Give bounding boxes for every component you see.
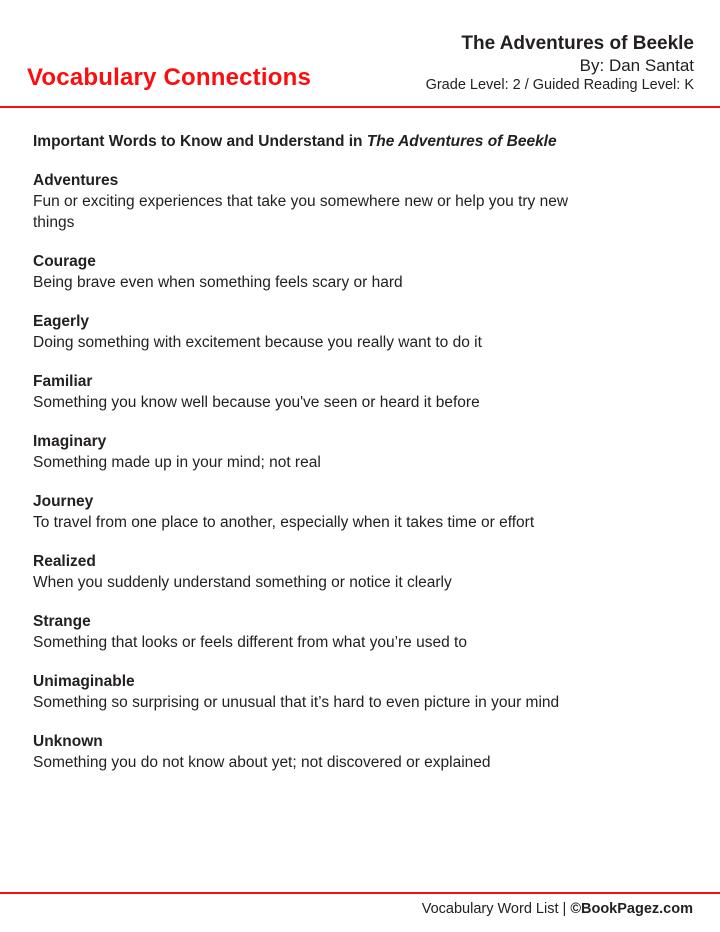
vocabulary-entry [33,611,690,653]
vocabulary-definition: Something you do not know about yet; not discovered or explained [33,754,491,771]
vocabulary-word: Imaginary [33,433,107,450]
vocabulary-entry [33,311,690,353]
vocabulary-word: Unknown [33,733,103,750]
vocabulary-content [0,108,720,773]
page-footer [0,892,720,932]
vocabulary-word: Familiar [33,373,93,390]
vocabulary-definition: To travel from one place to another, especially when it takes time or effort [33,514,535,531]
vocabulary-definition: Doing something with excitement because you really want to do it [33,334,482,351]
vocabulary-word: Strange [33,613,91,630]
vocabulary-definition: Something so surprising or unusual that it’s hard to even picture in your mind [33,694,560,711]
footer-label: Vocabulary Word List | [421,901,571,917]
vocabulary-word: Adventures [33,172,119,189]
footer-text [0,894,720,932]
book-author: By: Dan Santat [579,56,694,75]
grade-reading-level: Grade Level: 2 / Guided Reading Level: K [425,77,694,93]
vocabulary-list [33,170,690,773]
vocabulary-word: Unimaginable [33,673,135,690]
vocabulary-word: Realized [33,553,96,570]
vocabulary-entry [33,551,690,593]
vocabulary-definition: Being brave even when something feels scary or hard [33,274,403,291]
vocabulary-entry [33,491,690,533]
vocabulary-entry [33,671,690,713]
vocabulary-definition: Something made up in your mind; not real [33,454,321,471]
section-heading-text: Important Words to Know and Understand in [33,133,367,150]
section-heading-book-title: The Adventures of Beekle [366,133,557,150]
vocabulary-definition: Something that looks or feels different from what you’re used to [33,634,467,651]
vocabulary-entry [33,371,690,413]
vocabulary-word: Courage [33,253,96,270]
footer-brand: ©BookPagez.com [570,901,693,917]
page-title: Vocabulary Connections [27,64,312,91]
vocabulary-entry [33,431,690,473]
vocabulary-definition: Something you know well because you've seen or heard it before [33,394,480,411]
book-meta [426,32,694,94]
section-heading [33,131,690,152]
vocabulary-definition: Fun or exciting experiences that take you somewhere new or help you try new things [33,193,569,231]
vocabulary-entry [33,731,690,773]
vocabulary-entry [33,251,690,293]
book-title: The Adventures of Beekle [461,33,694,54]
vocabulary-entry [33,170,690,233]
vocabulary-definition: When you suddenly understand something or notice it clearly [33,574,452,591]
page-header [0,0,720,106]
vocabulary-word: Eagerly [33,313,90,330]
vocabulary-word: Journey [33,493,94,510]
